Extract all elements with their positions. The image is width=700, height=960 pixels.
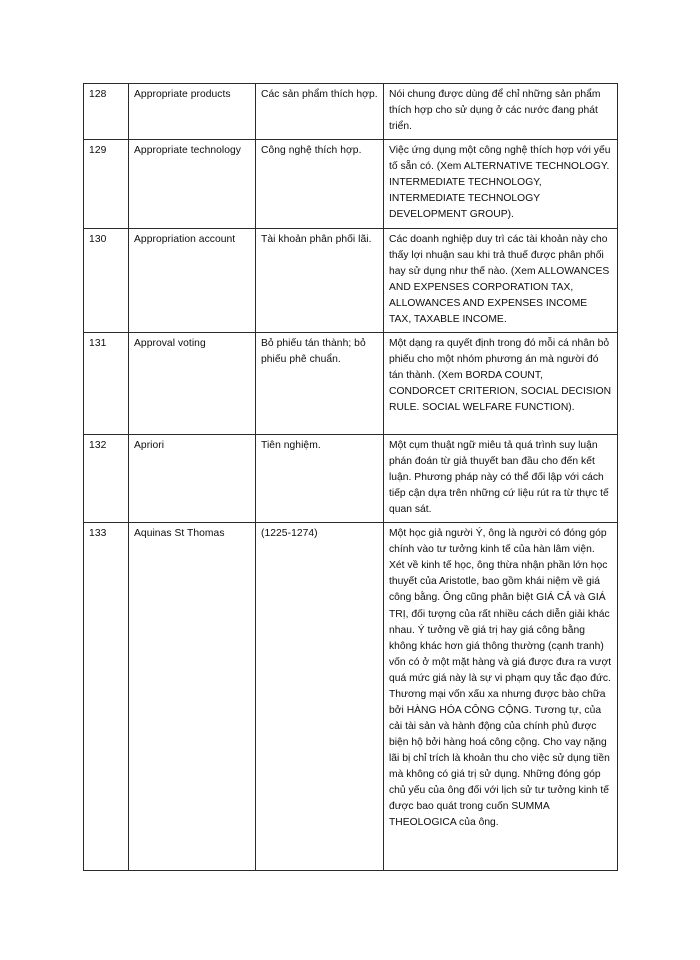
vietnamese-definition: Nói chung được dùng để chỉ những sản phẩm thích hợp cho sử dụng ở các nước đang phát triển. (384, 84, 618, 140)
table-row (84, 228, 618, 332)
vietnamese-definition: Một cụm thuật ngữ miêu tả quá trình suy luận phán đoán từ giả thuyết ban đầu cho đến kết luận. Phương pháp này có thể đối lập với cách tiếp cận dựa trên những cứ liệu rút ra từ thực tế quan sát. (384, 434, 618, 522)
entry-number: 129 (84, 140, 129, 228)
vietnamese-term: Công nghệ thích hợp. (256, 140, 384, 228)
english-term: Appropriation account (129, 228, 256, 332)
vietnamese-term: Các sản phẩm thích hợp. (256, 84, 384, 140)
vietnamese-term: Bỏ phiếu tán thành; bỏ phiếu phê chuẩn. (256, 332, 384, 434)
entry-number: 128 (84, 84, 129, 140)
vietnamese-term: Tài khoản phân phối lãi. (256, 228, 384, 332)
table-row (84, 332, 618, 434)
english-term: Aquinas St Thomas (129, 523, 256, 871)
table-row (84, 434, 618, 522)
table-row (84, 84, 618, 140)
vietnamese-definition: Việc ứng dụng một công nghệ thích hợp với yếu tố sẵn có. (Xem ALTERNATIVE TECHNOLOGY. INTERMEDIATE TECHNOLOGY, INTERMEDIATE TECHNOLOGY DEVELOPMENT GROUP). (384, 140, 618, 228)
glossary-table (83, 83, 618, 871)
vietnamese-definition: Một dạng ra quyết định trong đó mỗi cá nhân bỏ phiếu cho một nhóm phương án mà người đó tán thành. (Xem BORDA COUNT, CONDORCET CRITERION, SOCIAL DECISION RULE. SOCIAL WELFARE FUNCTION). (384, 332, 618, 434)
english-term: Approval voting (129, 332, 256, 434)
entry-number: 130 (84, 228, 129, 332)
table-row (84, 140, 618, 228)
entry-number: 133 (84, 523, 129, 871)
vietnamese-definition: Một học giả người Ý, ông là người có đóng góp chính vào tư tưởng kinh tế của hàn lâm viện. Xét về kinh tế học, ông thừa nhận phần lớn học thuyết của Aristotle, bao gồm khái niệm về giá công bằng. Ông cũng phân biệt GIÁ CẢ và GIÁ TRỊ, đối tượng của rất nhiều cách diễn giải khác nhau. Ý tưởng về giá trị hay giá công bằng không khác hơn giá thông thường (cạnh tranh) vốn có ở một mặt hàng và giá được đưa ra vượt quá mức giá này là sự vi phạm quy tắc đạo đức. Thương mại vốn xấu xa nhưng được bào chữa bởi HÀNG HÓA CÔNG CỘNG. Tương tự, của cải tài sản và hành động của chính phủ được biện hộ bởi hàng hoá công cộng. Cho vay nặng lãi bị chỉ trích là khoản thu cho việc sử dụng tiền mà không có giá trị sử dụng. Những đóng góp chủ yếu của ông đối với lịch sử tư tưởng kinh tế được bao quát trong cuốn SUMMA THEOLOGICA của ông. (384, 523, 618, 871)
vietnamese-term: Tiên nghiệm. (256, 434, 384, 522)
english-term: Appropriate technology (129, 140, 256, 228)
glossary-table-body (84, 84, 618, 871)
english-term: Apriori (129, 434, 256, 522)
vietnamese-term: (1225-1274) (256, 523, 384, 871)
vietnamese-definition: Các doanh nghiệp duy trì các tài khoản này cho thấy lợi nhuận sau khi trả thuế được phân phối hay sử dụng như thế nào. (Xem ALLOWANCES AND EXPENSES CORPORATION TAX, ALLOWANCES AND EXPENSES INCOME TAX, TAXABLE INCOME. (384, 228, 618, 332)
table-row (84, 523, 618, 871)
entry-number: 131 (84, 332, 129, 434)
english-term: Appropriate products (129, 84, 256, 140)
entry-number: 132 (84, 434, 129, 522)
